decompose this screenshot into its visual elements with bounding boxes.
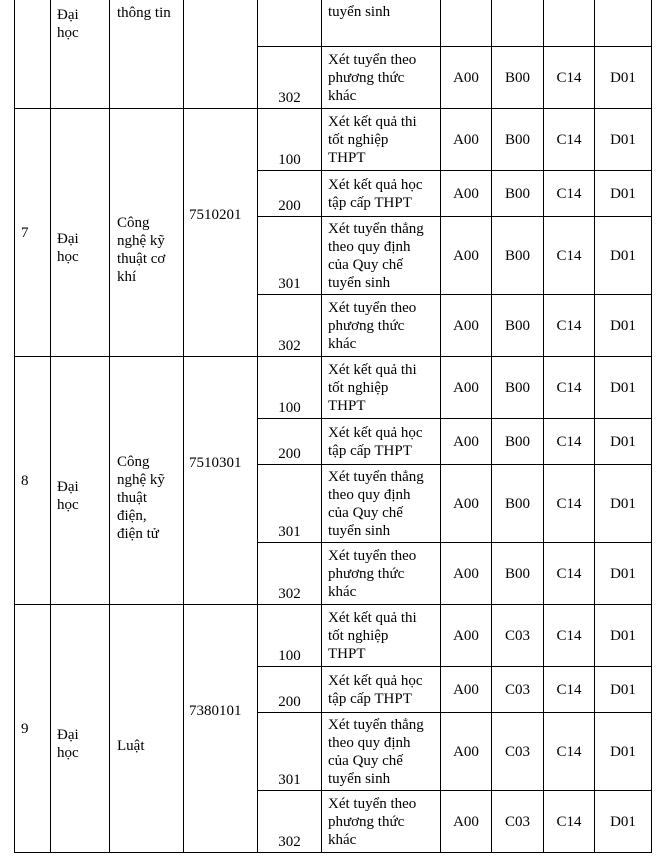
combo-cell [492, 465, 544, 543]
combo-text: C14 [556, 743, 582, 760]
combo-text: C14 [556, 495, 582, 512]
combo-text: C14 [556, 813, 582, 830]
level-text: Đại học [57, 478, 79, 513]
combo-cell [595, 47, 652, 109]
stt-cell [15, 605, 51, 853]
combo-cell [441, 171, 492, 217]
code-cell [184, 605, 258, 853]
combo-cell [441, 0, 492, 47]
combo-cell [441, 295, 492, 357]
combo-text: D01 [610, 627, 636, 644]
combo-text: C03 [504, 813, 530, 830]
combo-cell [492, 47, 544, 109]
combo-text: B00 [504, 69, 530, 86]
combo-cell [492, 295, 544, 357]
combo-cell [595, 109, 652, 171]
combo-text: A00 [453, 565, 479, 582]
combo-cell [492, 713, 544, 791]
combo-cell [544, 0, 595, 47]
major-cell [110, 109, 184, 357]
level-cell [51, 109, 110, 357]
combo-cell [492, 109, 544, 171]
combo-cell [544, 605, 595, 667]
admission-table [14, 0, 652, 853]
combo-cell [595, 217, 652, 295]
combo-text: D01 [610, 565, 636, 582]
level-cell [51, 605, 110, 853]
combo-cell [492, 357, 544, 419]
combo-cell [595, 171, 652, 217]
combo-cell [595, 465, 652, 543]
combo-cell [544, 543, 595, 605]
combo-cell [492, 791, 544, 853]
method-cell [322, 171, 441, 217]
method-text: Xét kết quả thi tốt nghiệp THPT [328, 361, 417, 414]
code-text: 7510201 [189, 206, 242, 223]
method-code-cell [258, 217, 322, 295]
table-body [15, 0, 652, 853]
combo-cell [595, 543, 652, 605]
method-code-cell [258, 357, 322, 419]
combo-cell [595, 419, 652, 465]
combo-text: C14 [556, 565, 582, 582]
method-text: Xét tuyển theo phương thức khác [328, 547, 417, 600]
combo-text: A00 [453, 69, 479, 86]
table-row [15, 109, 652, 171]
method-code-text: 302 [278, 834, 301, 850]
combo-cell [441, 713, 492, 791]
method-code-text: 301 [278, 772, 301, 788]
method-text: Xét kết quả học tập cấp THPT [328, 672, 423, 707]
method-text: Xét kết quả học tập cấp THPT [328, 176, 423, 211]
method-code-cell [258, 0, 322, 47]
method-text: Xét kết quả thi tốt nghiệp THPT [328, 609, 417, 662]
method-cell [322, 0, 441, 47]
combo-cell [595, 713, 652, 791]
combo-cell [492, 605, 544, 667]
level-cell [51, 0, 110, 109]
combo-text: C14 [556, 317, 582, 334]
combo-text: D01 [610, 69, 636, 86]
major-text: Công nghệ kỹ thuật cơ khí [117, 214, 166, 285]
combo-text: A00 [453, 743, 479, 760]
combo-cell [492, 171, 544, 217]
method-code-cell [258, 713, 322, 791]
method-code-text: 301 [278, 524, 301, 540]
combo-text: A00 [453, 495, 479, 512]
table-row [15, 0, 652, 47]
method-code-text: 200 [278, 198, 301, 214]
combo-text: C14 [556, 131, 582, 148]
combo-text: B00 [504, 185, 530, 202]
combo-cell [595, 605, 652, 667]
method-cell [322, 109, 441, 171]
stt-text: 8 [21, 472, 29, 489]
combo-text: C14 [556, 69, 582, 86]
combo-cell [544, 109, 595, 171]
method-cell [322, 667, 441, 713]
combo-text: D01 [610, 495, 636, 512]
method-code-cell [258, 47, 322, 109]
combo-text: A00 [453, 813, 479, 830]
combo-text: D01 [610, 131, 636, 148]
combo-cell [544, 47, 595, 109]
combo-cell [544, 171, 595, 217]
method-text: Xét kết quả học tập cấp THPT [328, 424, 423, 459]
method-code-text: 302 [278, 338, 301, 354]
combo-text: C03 [504, 743, 530, 760]
combo-text: B00 [504, 433, 530, 450]
method-text: tuyển sinh [328, 4, 391, 20]
combo-text: B00 [504, 247, 530, 264]
combo-cell [441, 605, 492, 667]
combo-cell [544, 713, 595, 791]
method-text: Xét kết quả thi tốt nghiệp THPT [328, 113, 417, 166]
combo-text: B00 [504, 495, 530, 512]
combo-cell [441, 465, 492, 543]
table-row [15, 357, 652, 419]
method-code-cell [258, 419, 322, 465]
combo-cell [544, 465, 595, 543]
combo-cell [544, 357, 595, 419]
combo-cell [492, 543, 544, 605]
method-code-cell [258, 295, 322, 357]
method-text: Xét tuyển theo phương thức khác [328, 299, 417, 352]
method-text: Xét tuyển theo phương thức khác [328, 795, 417, 848]
method-cell [322, 791, 441, 853]
method-code-cell [258, 171, 322, 217]
combo-text: D01 [610, 317, 636, 334]
combo-text: C14 [556, 185, 582, 202]
combo-text: C14 [556, 627, 582, 644]
combo-text: D01 [610, 743, 636, 760]
stt-cell [15, 109, 51, 357]
method-code-text: 100 [278, 152, 301, 168]
combo-text: C14 [556, 433, 582, 450]
major-text: Công nghệ kỹ thuật điện, điện tử [117, 453, 165, 542]
combo-text: B00 [504, 565, 530, 582]
combo-cell [492, 217, 544, 295]
method-code-text: 200 [278, 694, 301, 710]
method-text: Xét tuyển thẳng theo quy định của Quy chế tuyển sinh [328, 716, 424, 787]
method-cell [322, 465, 441, 543]
method-cell [322, 47, 441, 109]
combo-cell [595, 667, 652, 713]
stt-text: 9 [21, 720, 29, 737]
method-code-text: 100 [278, 648, 301, 664]
method-cell [322, 357, 441, 419]
combo-text: A00 [453, 433, 479, 450]
method-code-text: 100 [278, 400, 301, 416]
combo-text: C14 [556, 379, 582, 396]
combo-text: A00 [453, 627, 479, 644]
combo-cell [441, 109, 492, 171]
method-cell [322, 605, 441, 667]
method-code-cell [258, 605, 322, 667]
table-row [15, 605, 652, 667]
code-cell [184, 357, 258, 605]
method-code-cell [258, 791, 322, 853]
combo-text: A00 [453, 131, 479, 148]
level-text: Đại học [57, 726, 79, 761]
method-code-text: 302 [278, 586, 301, 602]
code-cell [184, 109, 258, 357]
combo-text: C03 [504, 681, 530, 698]
level-cell [51, 357, 110, 605]
method-code-cell [258, 465, 322, 543]
code-text: 7510301 [189, 454, 242, 471]
method-code-text: 302 [278, 90, 301, 106]
combo-text: A00 [453, 681, 479, 698]
level-text: Đại học [57, 7, 79, 41]
method-text: Xét tuyển thẳng theo quy định của Quy chế tuyển sinh [328, 468, 424, 539]
stt-cell [15, 0, 51, 109]
combo-cell [441, 357, 492, 419]
combo-cell [595, 791, 652, 853]
method-text: Xét tuyển thẳng theo quy định của Quy chế tuyển sinh [328, 220, 424, 291]
combo-cell [544, 667, 595, 713]
combo-text: A00 [453, 379, 479, 396]
method-code-text: 200 [278, 446, 301, 462]
combo-cell [595, 0, 652, 47]
method-cell [322, 419, 441, 465]
combo-text: D01 [610, 379, 636, 396]
method-code-cell [258, 109, 322, 171]
stt-text: 7 [21, 224, 29, 241]
stt-cell [15, 357, 51, 605]
combo-text: B00 [504, 131, 530, 148]
combo-cell [441, 543, 492, 605]
combo-cell [441, 47, 492, 109]
combo-text: D01 [610, 433, 636, 450]
major-cell [110, 357, 184, 605]
method-code-cell [258, 543, 322, 605]
combo-text: D01 [610, 681, 636, 698]
code-text: 7380101 [189, 702, 242, 719]
major-text: thông tin [117, 5, 171, 21]
combo-text: C14 [556, 681, 582, 698]
method-cell [322, 543, 441, 605]
method-code-cell [258, 667, 322, 713]
method-cell [322, 295, 441, 357]
combo-text: D01 [610, 185, 636, 202]
combo-cell [595, 357, 652, 419]
combo-cell [492, 419, 544, 465]
combo-text: C14 [556, 247, 582, 264]
combo-cell [441, 419, 492, 465]
combo-cell [441, 791, 492, 853]
combo-cell [595, 295, 652, 357]
combo-cell [441, 667, 492, 713]
major-cell [110, 605, 184, 853]
combo-text: B00 [504, 379, 530, 396]
level-text: Đại học [57, 230, 79, 265]
combo-text: A00 [453, 185, 479, 202]
combo-cell [492, 0, 544, 47]
combo-cell [544, 791, 595, 853]
major-cell [110, 0, 184, 109]
method-cell [322, 713, 441, 791]
combo-text: D01 [610, 813, 636, 830]
major-text: Luật [117, 737, 145, 754]
code-cell [184, 0, 258, 109]
method-cell [322, 217, 441, 295]
combo-cell [441, 217, 492, 295]
combo-cell [492, 667, 544, 713]
combo-text: C03 [504, 627, 530, 644]
combo-cell [544, 217, 595, 295]
combo-text: D01 [610, 247, 636, 264]
method-code-text: 301 [278, 276, 301, 292]
method-text: Xét tuyển theo phương thức khác [328, 51, 417, 104]
combo-text: A00 [453, 247, 479, 264]
combo-text: B00 [504, 317, 530, 334]
combo-cell [544, 419, 595, 465]
combo-cell [544, 295, 595, 357]
combo-text: A00 [453, 317, 479, 334]
